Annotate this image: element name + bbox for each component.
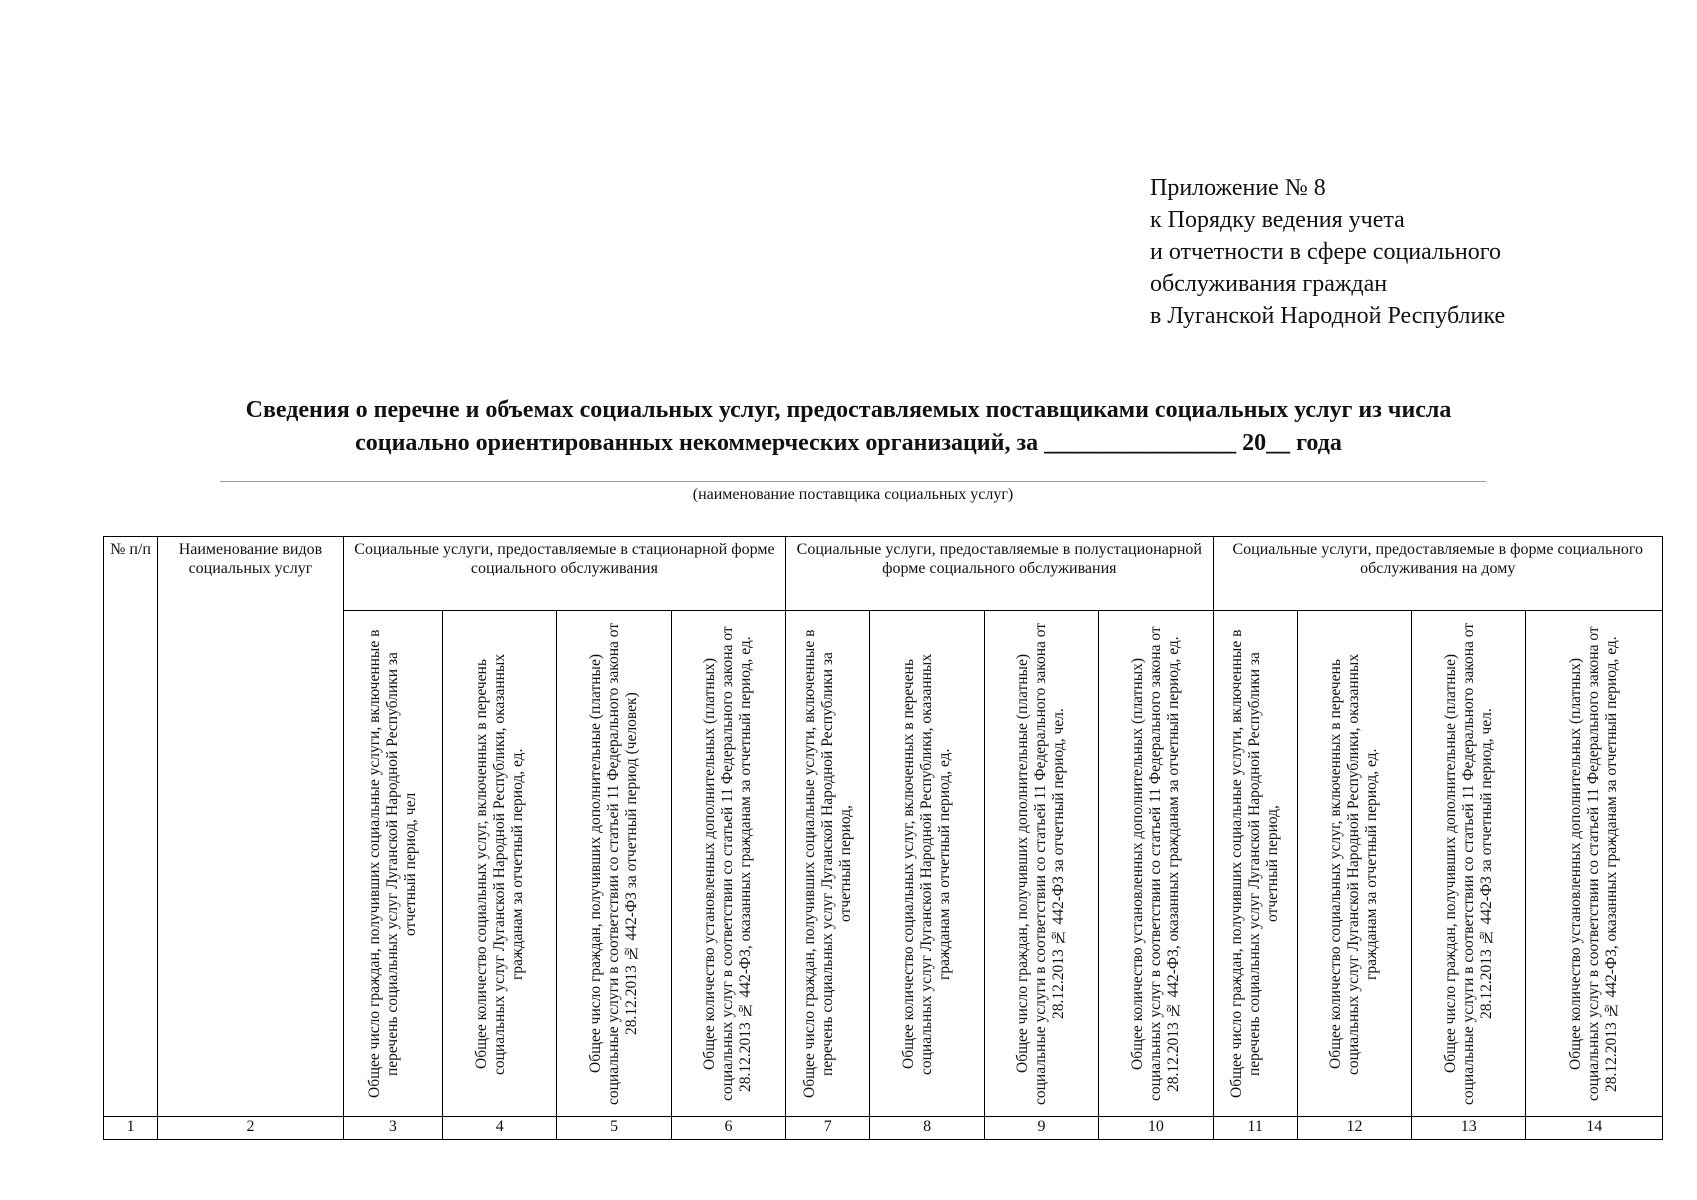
appendix-line: к Порядку ведения учета bbox=[1150, 207, 1405, 233]
subheader-cell bbox=[1412, 611, 1526, 1117]
title-line-1: Сведения о перечне и объемах социальных услуг, предоставляемых поставщиками социальных услуг из числа bbox=[245, 397, 1452, 423]
header-service-name: Наименование видов социальных услуг bbox=[158, 537, 344, 1117]
provider-name-line bbox=[220, 481, 1486, 482]
appendix-line: в Луганской Народной Республике bbox=[1150, 303, 1506, 329]
header-group-stationary: Социальные услуги, предоставляемые в стационарной форме социального обслуживания bbox=[343, 537, 785, 611]
appendix-line: обслуживания граждан bbox=[1150, 271, 1388, 297]
subheader-text: Общее число граждан, получивших дополнительные (платные) социальные услуги в соответствии со статьей 11 Федерального закона от 28.12.2013 № 442-ФЗ за отчетный период, чел. bbox=[1441, 622, 1495, 1105]
subheader-text: Общее число граждан, получивших социальные услуги, включенные в перечень социальных услуг Луганской Народной Республики за отчетный период, bbox=[800, 629, 854, 1098]
column-number: 3 bbox=[343, 1117, 442, 1140]
subheader-cell bbox=[557, 611, 671, 1117]
subheader-text: Общее количество социальных услуг, включенных в перечень социальных услуг Луганской Народной Республики, оказанных гражданам за отчетный период, ед. bbox=[900, 652, 954, 1075]
header-row-number: № п/п bbox=[104, 537, 158, 1117]
document-title bbox=[60, 394, 1637, 460]
column-number: 10 bbox=[1099, 1117, 1213, 1140]
subheader-text: Общее количество установленных дополнительных (платных) социальных услуг в соответствии со статьей 11 Федерального закона от 28.12.2013 № 442-ФЗ, оказанных гражданам за отчетный период, ед. bbox=[1567, 626, 1621, 1101]
subheader-text: Общее количество социальных услуг, включенных в перечень социальных услуг Луганской Народной Республики, оказанных гражданам за отчетный период, ед. bbox=[1327, 652, 1381, 1075]
subheader-cell bbox=[1526, 611, 1663, 1117]
column-number: 13 bbox=[1412, 1117, 1526, 1140]
column-number: 12 bbox=[1297, 1117, 1411, 1140]
column-number: 6 bbox=[671, 1117, 785, 1140]
subheader-cell bbox=[786, 611, 870, 1117]
subheader-cell bbox=[1297, 611, 1411, 1117]
title-line-2: социально ориентированных некоммерческих организаций, за ________________ 20__ года bbox=[355, 430, 1342, 456]
column-number: 7 bbox=[786, 1117, 870, 1140]
subheader-cell bbox=[984, 611, 1098, 1117]
column-number: 11 bbox=[1213, 1117, 1297, 1140]
column-number: 2 bbox=[158, 1117, 344, 1140]
subheader-text: Общее количество установленных дополнительных (платных) социальных услуг в соответствии со статьей 11 Федерального закона от 28.12.2013 № 442-ФЗ, оказанных гражданам за отчетный период, ед. bbox=[1128, 626, 1182, 1101]
subheader-text: Общее число граждан, получивших дополнительные (платные) социальные услуги в соответствии со статьей 11 Федерального закона от 28.12.2013 № 442-ФЗ за отчетный период (человек) bbox=[587, 622, 641, 1105]
column-number: 9 bbox=[984, 1117, 1098, 1140]
subheader-text: Общее количество социальных услуг, включенных в перечень социальных услуг Луганской Народной Республики, оказанных гражданам за отчетный период, ед. bbox=[472, 652, 526, 1075]
subheader-text: Общее число граждан, получивших социальные услуги, включенные в перечень социальных услуг Луганской Народной Республики за отчетный период, чел bbox=[365, 629, 419, 1098]
subheader-cell bbox=[1213, 611, 1297, 1117]
column-number: 8 bbox=[870, 1117, 984, 1140]
report-table bbox=[103, 536, 1663, 1140]
header-group-semistationary: Социальные услуги, предоставляемые в полустационарной форме социального обслуживания bbox=[786, 537, 1213, 611]
subheader-cell bbox=[671, 611, 785, 1117]
subheader-cell bbox=[443, 611, 557, 1117]
subheader-cell bbox=[1099, 611, 1213, 1117]
appendix-line: и отчетности в сфере социального bbox=[1150, 239, 1501, 265]
subheader-text: Общее число граждан, получивших социальные услуги, включенные в перечень социальных услуг Луганской Народной Республики за отчетный период, bbox=[1228, 629, 1282, 1098]
subheader-text: Общее количество установленных дополнительных (платных) социальных услуг в соответствии со статьей 11 Федерального закона от 28.12.2013 № 442-ФЗ, оказанных гражданам за отчетный период, ед. bbox=[701, 626, 755, 1101]
column-number: 5 bbox=[557, 1117, 671, 1140]
provider-caption: (наименование поставщика социальных услуг) bbox=[692, 486, 1014, 503]
subheader-cell bbox=[870, 611, 984, 1117]
subheader-text: Общее число граждан, получивших дополнительные (платные) социальные услуги в соответствии со статьей 11 Федерального закона от 28.12.2013 № 442-ФЗ за отчетный период, чел. bbox=[1014, 622, 1068, 1105]
column-number: 4 bbox=[443, 1117, 557, 1140]
column-number: 1 bbox=[104, 1117, 158, 1140]
column-number: 14 bbox=[1526, 1117, 1663, 1140]
header-group-home: Социальные услуги, предоставляемые в форме социального обслуживания на дому bbox=[1213, 537, 1663, 611]
subheader-cell bbox=[343, 611, 442, 1117]
appendix-line: Приложение № 8 bbox=[1150, 175, 1326, 201]
appendix-block bbox=[1150, 172, 1505, 332]
